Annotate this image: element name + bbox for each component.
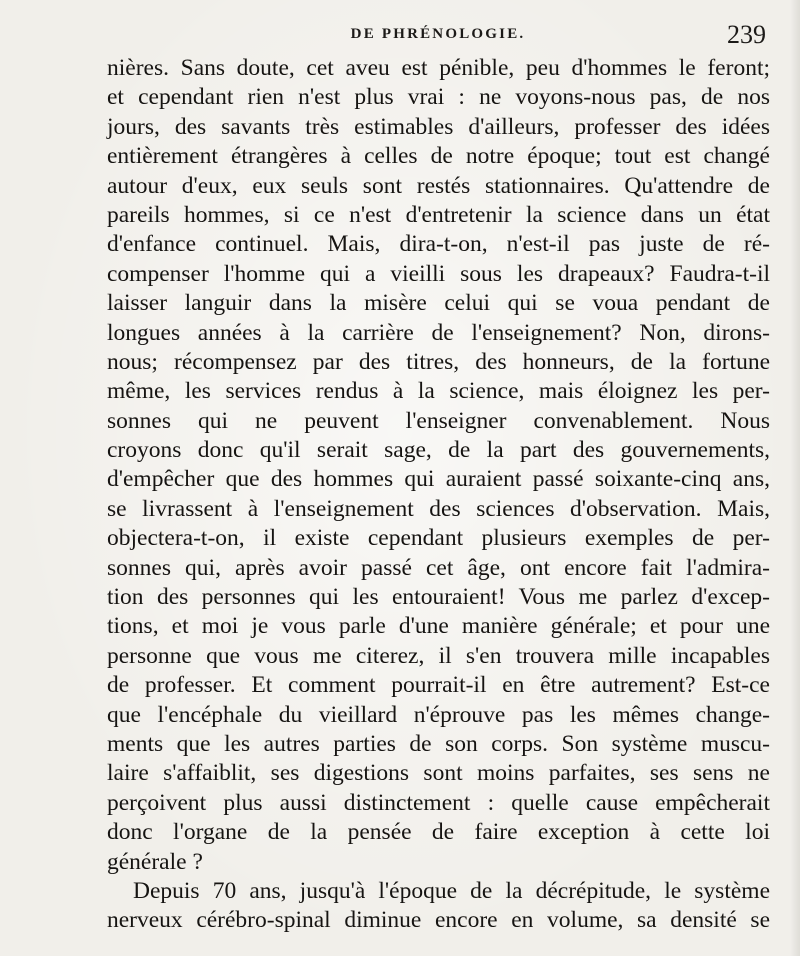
text-line: donc l'organe de la pensée de faire exception à cette loi	[107, 819, 770, 846]
text-line: et cependant rien n'est plus vrai : ne voyons-nous pas, de nos	[107, 84, 770, 111]
paragraph-start-line: Depuis 70 ans, jusqu'à l'époque de la décrépitude, le système	[133, 877, 770, 904]
text-line: tions, et moi je vous parle d'une manière générale; et pour une	[107, 613, 770, 640]
text-line: compenser l'homme qui a vieilli sous les drapeaux? Faudra-t-il	[107, 260, 770, 287]
text-line: même, les services rendus à la science, mais éloignez les per-	[107, 378, 770, 405]
text-line: laire s'affaiblit, ses digestions sont moins parfaites, ses sens ne	[107, 760, 770, 787]
body-text	[107, 54, 770, 936]
page-header	[108, 22, 768, 52]
text-line: croyons donc qu'il serait sage, de la part des gouvernements,	[107, 437, 770, 464]
text-line: se livrassent à l'enseignement des sciences d'observation. Mais,	[107, 495, 770, 522]
text-line: laisser languir dans la misère celui qui se voua pendant de	[107, 290, 770, 317]
text-line: sonnes qui, après avoir passé cet âge, ont encore fait l'admira-	[107, 554, 770, 581]
text-line: personne que vous me citerez, il s'en trouvera mille incapables	[107, 642, 770, 669]
text-line: nières. Sans doute, cet aveu est pénible, peu d'hommes le feront;	[107, 55, 770, 81]
running-head: DE PHRÉNOLOGIE.	[350, 26, 526, 42]
text-line: pareils hommes, si ce n'est d'entretenir la science dans un état	[107, 201, 770, 228]
text-line: que l'encéphale du vieillard n'éprouve pas les mêmes change-	[107, 701, 770, 728]
text-line: de professer. Et comment pourrait-il en être autrement? Est-ce	[107, 672, 770, 699]
text-line: d'empêcher que des hommes qui auraient passé soixante-cinq ans,	[107, 466, 770, 493]
text-line: perçoivent plus aussi distinctement : quelle cause empêcherait	[107, 789, 770, 816]
text-line: ments que les autres parties de son corps. Son système muscu-	[107, 730, 770, 757]
text-line: d'enfance continuel. Mais, dira-t-on, n'est-il pas juste de ré-	[107, 231, 770, 258]
text-line: tion des personnes qui les entouraient! Vous me parlez d'excep-	[107, 584, 770, 611]
page-number: 239	[727, 20, 766, 49]
text-line: sonnes qui ne peuvent l'enseigner convenablement. Nous	[107, 407, 770, 434]
text-line: nous; récompensez par des titres, des honneurs, de la fortune	[107, 348, 770, 375]
text-line: longues années à la carrière de l'enseignement? Non, dirons-	[107, 319, 770, 346]
scan-edge-shadow	[790, 0, 800, 956]
text-line: générale ?	[107, 848, 203, 875]
text-line: entièrement étrangères à celles de notre époque; tout est changé	[107, 143, 770, 170]
text-line: nerveux cérébro-spinal diminue encore en volume, sa densité se	[107, 907, 770, 934]
text-line: autour d'eux, eux seuls sont restés stationnaires. Qu'attendre de	[107, 172, 770, 199]
text-line: objectera-t-on, il existe cependant plusieurs exemples de per-	[107, 525, 770, 552]
text-line: jours, des savants très estimables d'ailleurs, professer des idées	[107, 113, 770, 140]
